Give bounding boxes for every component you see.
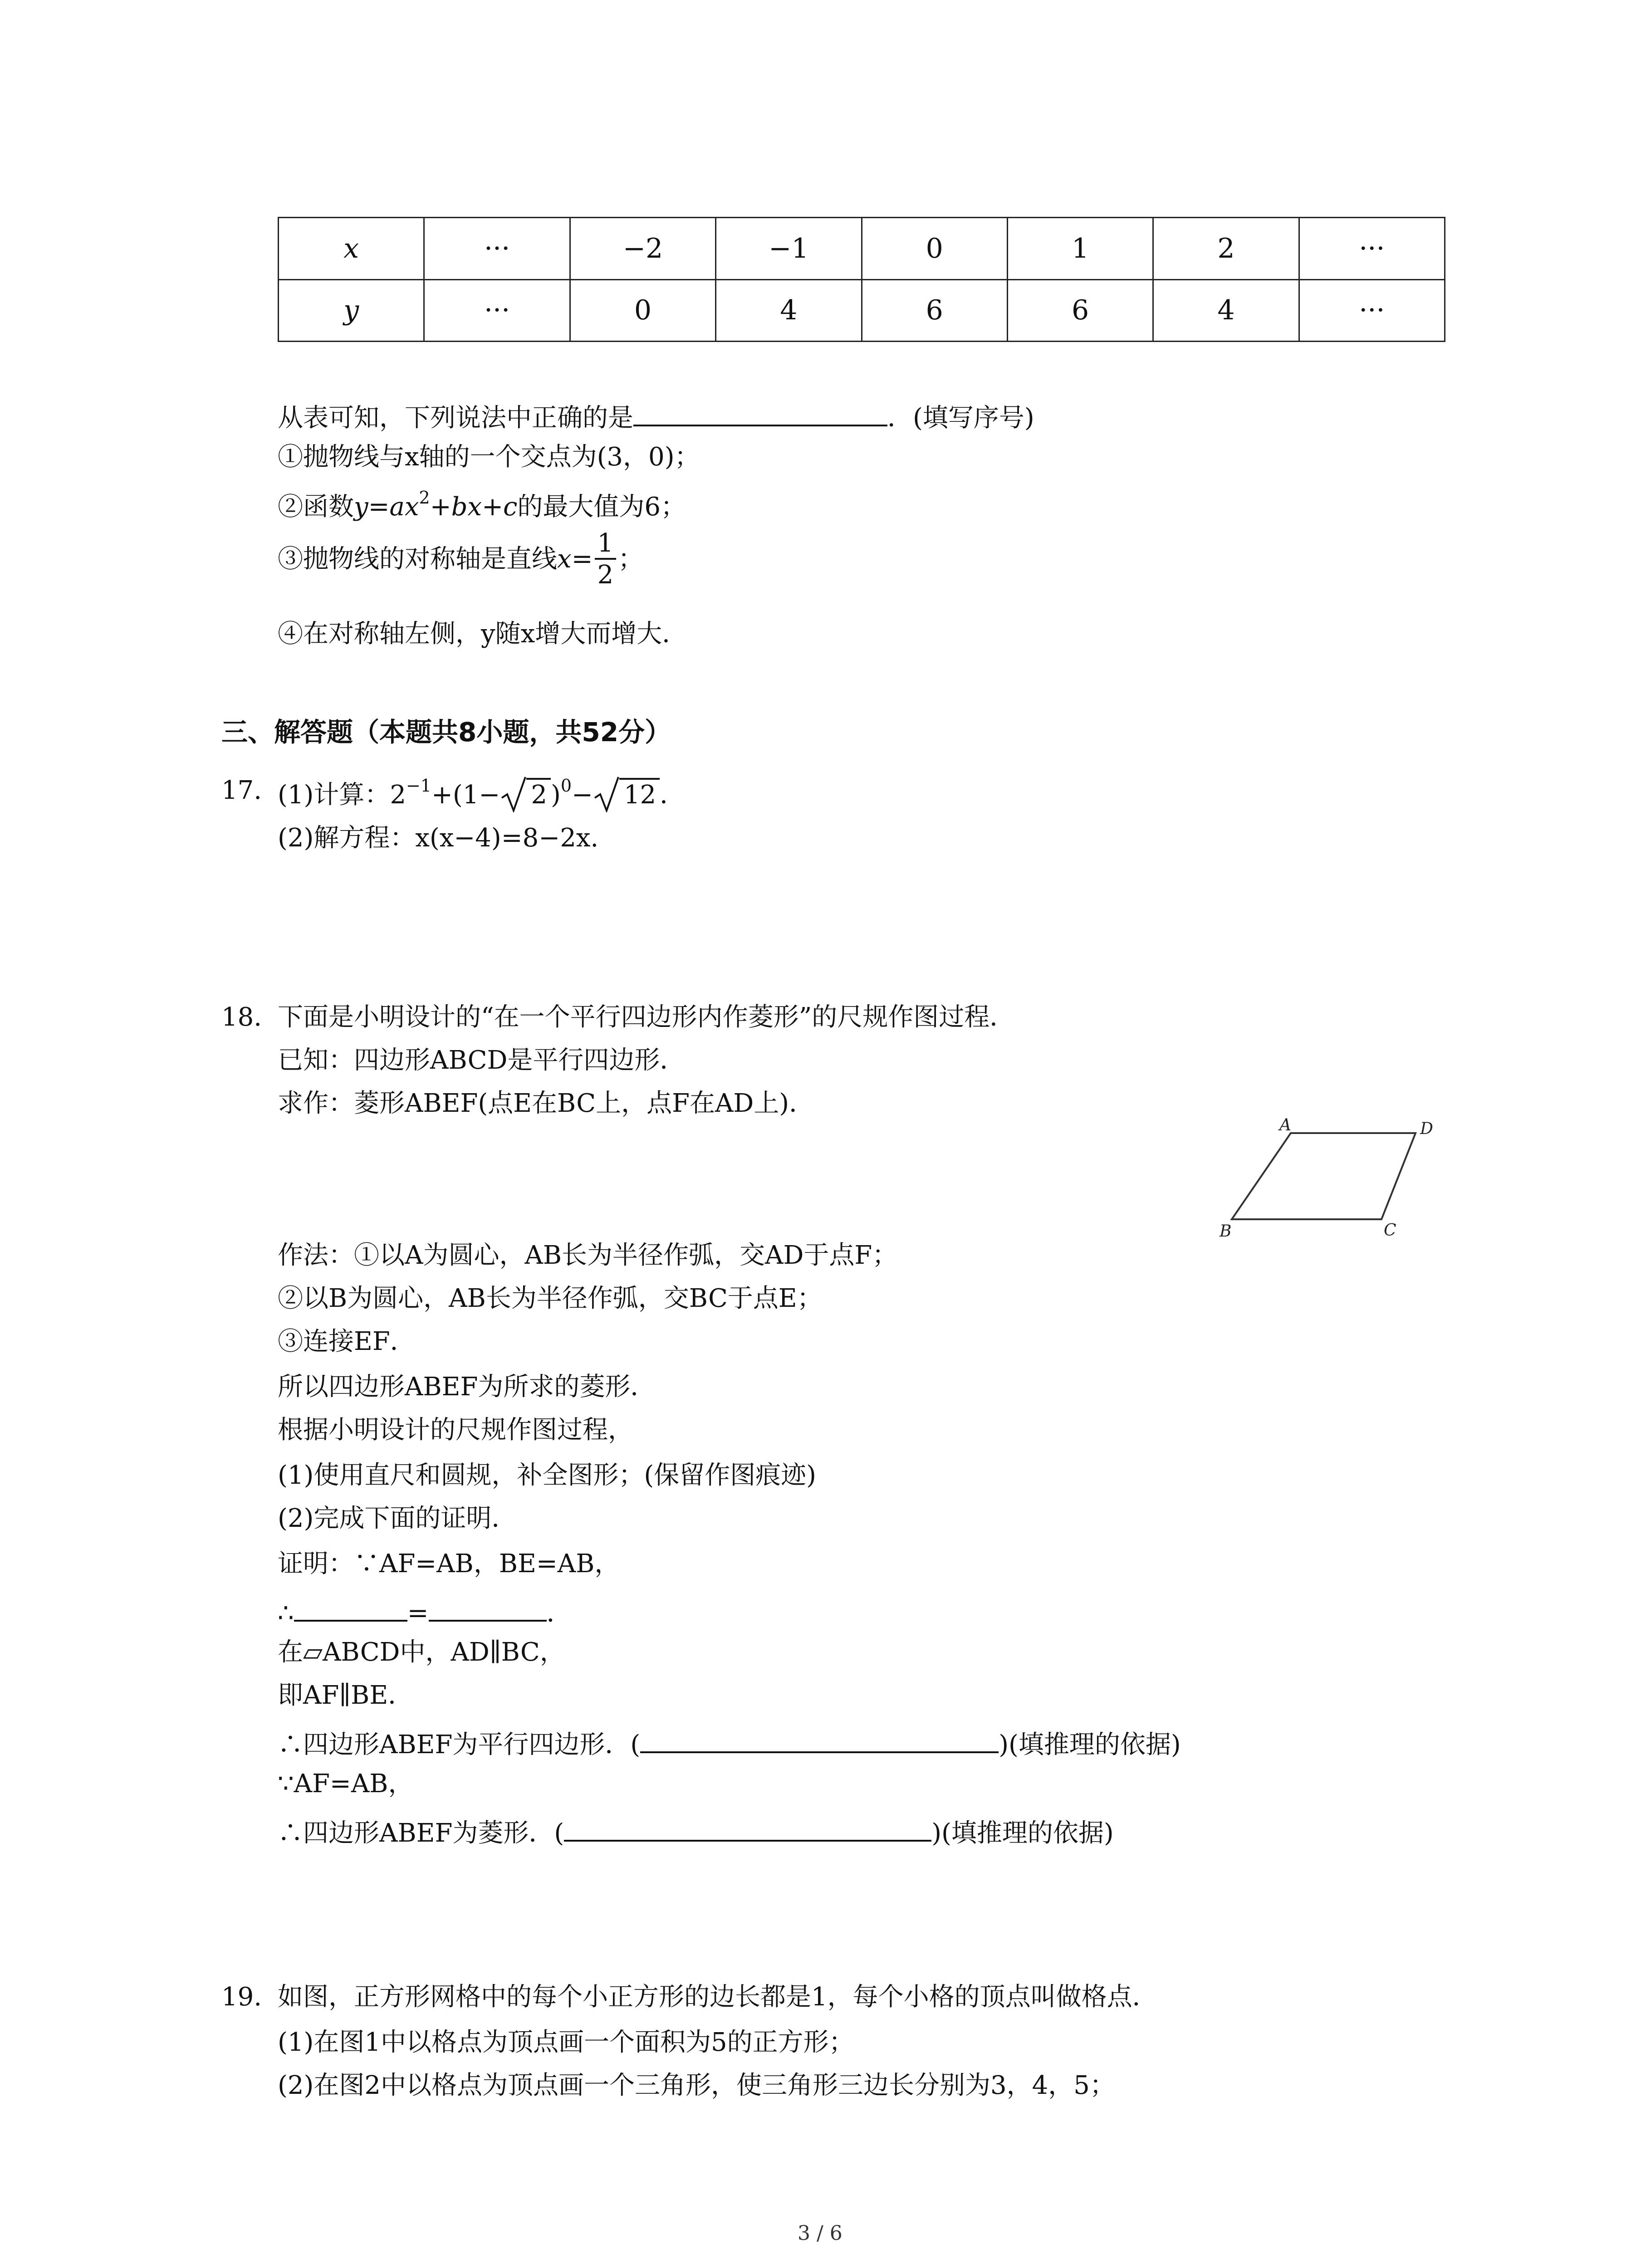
answer-blank[interactable] <box>429 1594 547 1622</box>
q16-option-4: ④在对称轴左侧，y随x增大而增大． <box>278 619 688 649</box>
q18-part-1: (1)使用直尺和圆规，补全图形；(保留作图痕迹) <box>278 1461 817 1490</box>
fraction-numerator: 1 <box>595 531 617 560</box>
q18-proof-2-b: = <box>407 1598 429 1628</box>
vertex-label-b: B <box>1220 1222 1232 1241</box>
q18-basis: 根据小明设计的尺规作图过程， <box>278 1415 633 1445</box>
q18-proof-2-a: ∴ <box>278 1598 294 1628</box>
question-number: 19. <box>221 1982 262 2012</box>
answer-blank[interactable] <box>294 1594 407 1622</box>
q17-line-1 <box>278 778 685 808</box>
q17-line-1-e: ． <box>660 780 686 810</box>
sqrt-expression <box>500 778 551 808</box>
vertex-label-c: C <box>1384 1221 1396 1240</box>
q18-line-3: 求作：菱形ABEF(点E在BC上，点F在AD上)． <box>278 1089 815 1118</box>
table-cell: ··· <box>424 218 570 280</box>
q18-proof-5-b: )(填推理的依据) <box>999 1730 1181 1760</box>
parallelogram-shape <box>1232 1133 1416 1219</box>
q18-proof-2 <box>278 1594 572 1626</box>
q16-option-2 <box>278 488 686 522</box>
q18-proof-7 <box>278 1814 1114 1846</box>
q16-option-2-b: y=ax <box>354 492 419 522</box>
q17-sup-2: 0 <box>560 776 572 796</box>
table-cell: 6 <box>862 279 1007 342</box>
table-cell: 0 <box>570 279 715 342</box>
q18-step-2: ②以B为圆心，AB长为半径作弧，交BC于点E； <box>278 1284 823 1313</box>
question-number: 17. <box>221 776 262 805</box>
table-row <box>279 218 1445 280</box>
q16-stem-text: 从表可知，下列说法中正确的是 <box>278 403 633 433</box>
q16-option-2-d: 的最大值为6； <box>517 492 686 522</box>
table-cell: ··· <box>424 279 570 342</box>
table-cell: 0 <box>862 218 1007 280</box>
q18-line-2: 已知：四边形ABCD是平行四边形． <box>278 1046 686 1075</box>
question-number: 18. <box>221 1002 262 1032</box>
q18-proof-7-b: )(填推理的依据) <box>931 1818 1114 1848</box>
q19-line-1: 如图，正方形网格中的每个小正方形的边长都是1，每个小格的顶点叫做格点． <box>278 1982 1158 2012</box>
q17-line-1-a: (1)计算：2 <box>278 780 406 810</box>
q18-proof-4: 即AF∥BE． <box>278 1681 414 1710</box>
q18-step-1: 作法：①以A为圆心，AB长为半径作弧，交AD于点F； <box>278 1241 898 1270</box>
answer-blank[interactable] <box>564 1814 931 1842</box>
q16-option-1: ①抛物线与x轴的一个交点为(3，0)； <box>278 442 700 472</box>
q18-proof-1: 证明：∵AF=AB，BE=AB， <box>278 1549 620 1579</box>
answer-blank[interactable] <box>640 1726 999 1753</box>
q18-proof-6: ∵AF=AB， <box>278 1769 414 1799</box>
q17-line-2: (2)解方程：x(x−4)=8−2x. <box>278 823 599 853</box>
q16-option-3 <box>278 528 644 590</box>
q18-proof-7-a: ∴四边形ABEF为菱形．( <box>278 1818 564 1848</box>
q18-proof-2-c: ． <box>546 1598 572 1628</box>
q19-line-2: (1)在图1中以格点为顶点画一个面积为5的正方形； <box>278 2028 854 2057</box>
table-cell: 2 <box>1153 218 1299 280</box>
table-cell: ··· <box>1299 279 1445 342</box>
sqrt-expression <box>593 778 660 808</box>
sqrt-radicand: 12 <box>619 778 660 808</box>
q17-sup-1: −1 <box>406 776 431 796</box>
q19-line-3: (2)在图2中以格点为顶点画一个三角形，使三角形三边长分别为3，4，5； <box>278 2071 1115 2100</box>
q16-option-3-c: ； <box>618 544 644 574</box>
q18-conclusion: 所以四边形ABEF为所求的菱形． <box>278 1372 656 1402</box>
q18-step-3: ③连接EF． <box>278 1327 416 1356</box>
q17-line-1-b: +(1− <box>431 780 500 810</box>
sqrt-radicand: 2 <box>526 778 551 808</box>
vertex-label-a: A <box>1279 1116 1291 1134</box>
table-cell: −1 <box>716 218 862 280</box>
q18-proof-3: 在▱ABCD中，AD∥BC， <box>278 1637 565 1667</box>
parallelogram-figure <box>1216 1116 1452 1243</box>
table-cell: 4 <box>1153 279 1299 342</box>
q18-part-2: (2)完成下面的证明． <box>278 1504 517 1533</box>
q16-option-2-sup: 2 <box>419 488 430 508</box>
q18-proof-5 <box>278 1726 1181 1758</box>
answer-blank[interactable] <box>633 399 887 426</box>
value-table <box>278 217 1445 342</box>
table-cell: 4 <box>716 279 862 342</box>
q16-option-3-a: ③抛物线的对称轴是直线 <box>278 544 557 574</box>
q18-proof-5-a: ∴四边形ABEF为平行四边形．( <box>278 1730 641 1760</box>
q16-option-2-a: ②函数 <box>278 492 354 522</box>
q17-line-1-c: ) <box>550 780 561 810</box>
table-cell: y <box>279 279 424 342</box>
table-row <box>279 279 1445 342</box>
fraction-denominator: 2 <box>597 560 614 590</box>
table-cell: 1 <box>1007 218 1153 280</box>
table-cell: −2 <box>570 218 715 280</box>
radical-sign-icon <box>593 776 620 812</box>
q16-option-2-c: +bx+c <box>430 492 518 522</box>
table-cell: 6 <box>1007 279 1153 342</box>
table-cell: x <box>279 218 424 280</box>
q16-stem-suffix: ．(填写序号) <box>887 403 1034 433</box>
table-cell: ··· <box>1299 218 1445 280</box>
radical-sign-icon <box>500 776 527 812</box>
q16-stem <box>278 399 1034 431</box>
q18-line-1: 下面是小明设计的“在一个平行四边形内作菱形”的尺规作图过程． <box>278 1002 1015 1032</box>
vertex-label-d: D <box>1420 1119 1433 1138</box>
q17-line-1-d: − <box>572 780 593 810</box>
q16-option-3-b: x= <box>557 544 593 574</box>
fraction <box>595 528 617 590</box>
page-number: 3 / 6 <box>798 2222 843 2245</box>
section-heading: 三、解答题（本题共8小题，共52分） <box>221 717 671 748</box>
